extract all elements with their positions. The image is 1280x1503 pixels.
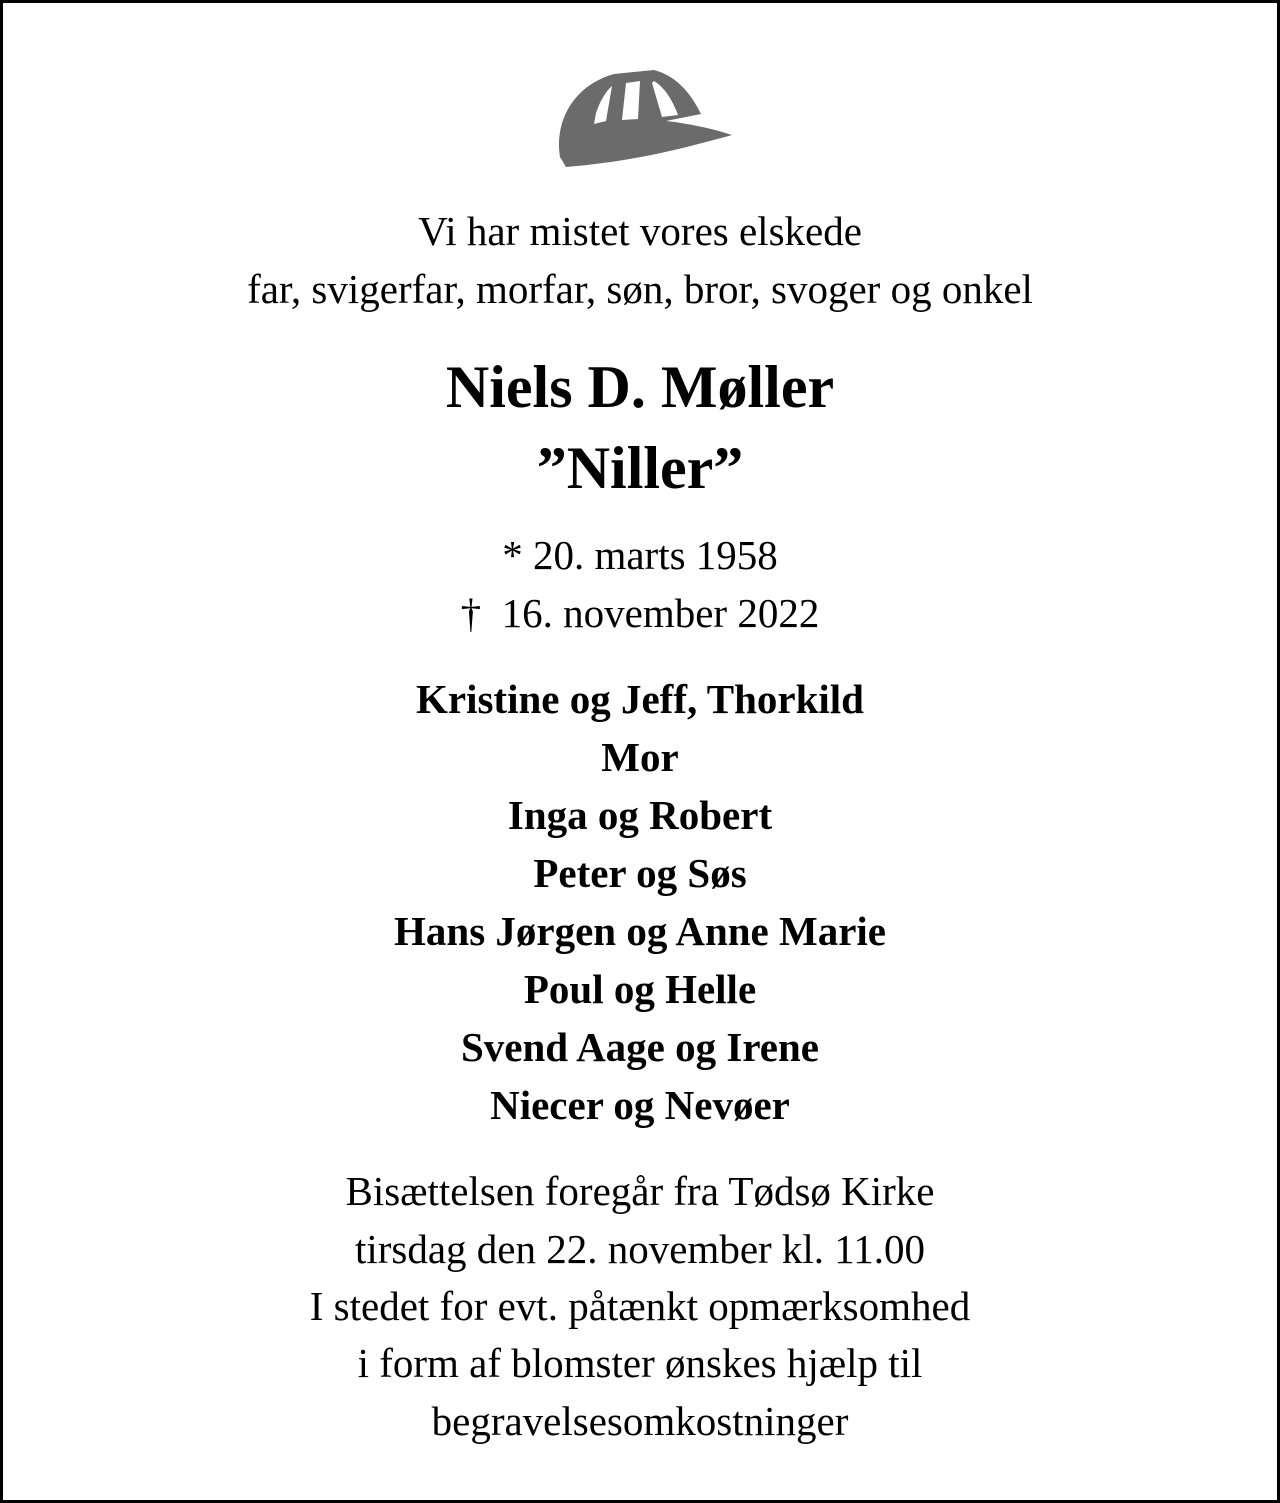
closing-line: Bisættelsen foregår fra Tødsø Kirke [345, 1168, 935, 1214]
family-line: Hans Jørgen og Anne Marie [394, 908, 886, 954]
family-line: Peter og Søs [533, 850, 747, 896]
intro-line-2: far, svigerfar, morfar, søn, bror, svoger og onkel [247, 266, 1033, 312]
family-line: Svend Aage og Irene [460, 1024, 819, 1070]
closing-line: i form af blomster ønskes hjælp til [357, 1340, 923, 1386]
death-date: † 16. november 2022 [460, 590, 820, 636]
deceased-name: Niels D. Møller [445, 354, 835, 420]
family-line: Mor [601, 734, 679, 780]
family-line: Inga og Robert [507, 792, 773, 838]
family-line: Niecer og Nevøer [490, 1082, 790, 1128]
closing-line: tirsdag den 22. november kl. 11.00 [354, 1226, 926, 1272]
closing-line: begravelsesomkostninger [431, 1398, 849, 1444]
cap-icon [556, 69, 732, 169]
intro-line-1: Vi har mistet vores elskede [418, 208, 862, 254]
deceased-nickname: ”Niller” [536, 435, 744, 501]
closing-line: I stedet for evt. påtænkt opmærksomhed [309, 1283, 971, 1329]
family-line: Kristine og Jeff, Thorkild [416, 676, 864, 722]
family-line: Poul og Helle [523, 966, 757, 1012]
birth-date: * 20. marts 1958 [502, 532, 778, 578]
